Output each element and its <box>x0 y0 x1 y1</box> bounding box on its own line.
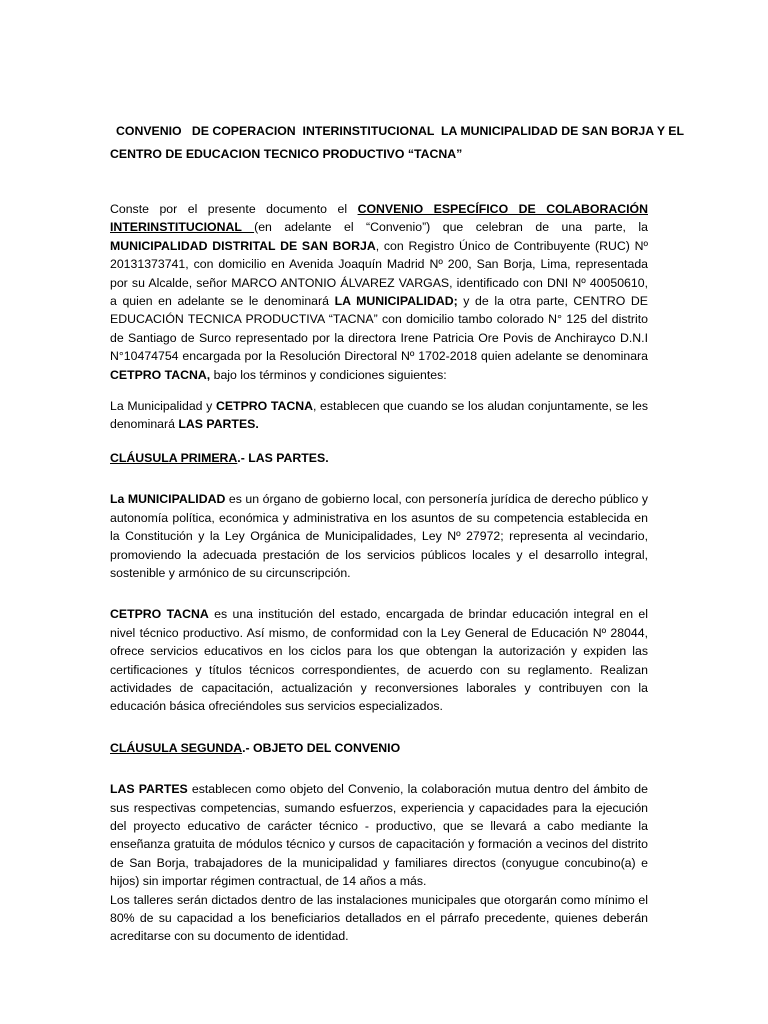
cetpro-term: CETPRO TACNA, <box>110 367 211 382</box>
intro-text-1: Conste por el presente documento el <box>110 202 358 216</box>
clause-2-paragraph-2: Los talleres serán dictados dentro de las instalaciones municipales que otorgarán como mínimo el 80% de su capacidad a los beneficiarios detallados en el párrafo precedente, quienes deberán acreditarse con su documento de identidad. <box>110 892 648 944</box>
intro-text-4: y de la otra parte, CENTRO DE EDUCACIÓN TECNICA PRODUCTIVA “TACNA” con domicilio tambo colorado N° 125 del distrito de Santiago de Surco representado por la directora Irene Patricia Ore Povis de Anchirayco D.N.I N°10474754 encargada por la Resolución Directoral Nº 1702-2018 quien adelante se denominara <box>110 294 648 364</box>
title-line-1: CONVENIO DE COPERACION INTERINSTITUCIONAL LA MUNICIPALIDAD DE SAN BORJA Y EL <box>116 124 684 138</box>
parties-paragraph <box>110 397 648 434</box>
intro-paragraph <box>110 200 648 384</box>
clause-2-p1-text: establecen como objeto del Convenio, la colaboración mutua dentro del ámbito de sus respectivas competencias, sumando esfuerzos, experiencia y capacidades para la ejecución del proyecto educativo de carácter técnico - productivo, que se llevará a cabo mediante la enseñanza gratuita de módulos técnico y cursos de capacitación y formación a vecinos del distrito de San Borja, trabajadores de la municipalidad y familiares directos (conyugue concubino(a) e hijos) sin importar régimen contractual, de 14 años a más. <box>110 782 648 889</box>
document-body <box>110 120 684 946</box>
clause-1-p2-text: es una institución del estado, encargada de brindar educación integral en el nivel técnico productivo. Así mismo, de conformidad con la Ley General de Educación Nº 28044, ofrece servicios educativos en los ciclos para los que obtengan la autorización y expiden las certificaciones y títulos técnicos correspondientes, de acuerdo con su reglamento. Realizan actividades de capacitación, actualización y reconversiones laborales y contribuyen con la educación básica ofreciéndoles sus servicios especializados. <box>110 607 648 714</box>
intro-text-3: , con Registro Único de Contribuyente (RUC) Nº 20131373741, con domicilio en Avenida Joaquín Madrid Nº 200, San Borja, Lima, representada por su Alcalde, señor MARCO ANTONIO ÁLVAREZ VARGAS, identificado con DNI Nº 40050610, a quien en adelante se le denominará <box>110 238 648 309</box>
clause-2-title: .- OBJETO DEL CONVENIO <box>242 740 401 755</box>
clause-1-label: CLÁUSULA PRIMERA <box>110 450 238 465</box>
clause-1-paragraph-1 <box>110 490 648 582</box>
clause-1-p1-bold: La MUNICIPALIDAD <box>110 492 226 507</box>
la-municipalidad-term: LA MUNICIPALIDAD; <box>334 294 458 309</box>
municipalidad-name: MUNICIPALIDAD DISTRITAL DE SAN BORJA <box>110 238 376 253</box>
clause-2-label: CLÁUSULA SEGUNDA <box>110 740 243 755</box>
clause-1-p1-text: es un órgano de gobierno local, con personería jurídica de derecho público y autonomía política, económica y administrativa en los asuntos de su competencia establecida en la Constitución y la Ley Orgánica de Municipalidades, Ley Nº 27972; representa al vecindario, promoviendo la adecuada prestación de los servicios públicos locales y el desarrollo integral, sostenible y armónico de su circunscripción. <box>110 492 648 580</box>
clause-1-paragraph-2 <box>110 605 648 715</box>
intro-text-2: (en adelante el “Convenio”) que celebran de una parte, la <box>254 220 648 235</box>
clause-1-title: .- LAS PARTES. <box>237 450 329 465</box>
intro-text-5: bajo los términos y condiciones siguientes: <box>210 367 447 382</box>
parties-text-1: La Municipalidad y <box>110 399 216 414</box>
clause-2-paragraph-1 <box>110 780 648 890</box>
clause-1-heading <box>110 449 648 467</box>
las-partes-term: LAS PARTES. <box>178 417 259 432</box>
title-line-2: CENTRO DE EDUCACION TECNICO PRODUCTIVO “TACNA” <box>110 146 463 161</box>
parties-text-2: , establecen que cuando se los aludan conjuntamente, se les denominará <box>110 399 648 432</box>
clause-1-p2-bold: CETPRO TACNA <box>110 607 209 622</box>
convenio-name: CONVENIO ESPECÍFICO DE COLABORACIÓN INTERINSTITUCIONAL <box>110 202 648 235</box>
clause-2-heading <box>110 739 648 757</box>
clause-2-p1-bold: LAS PARTES <box>110 782 188 797</box>
document-title <box>110 120 684 165</box>
parties-cetpro: CETPRO TACNA <box>215 399 313 414</box>
